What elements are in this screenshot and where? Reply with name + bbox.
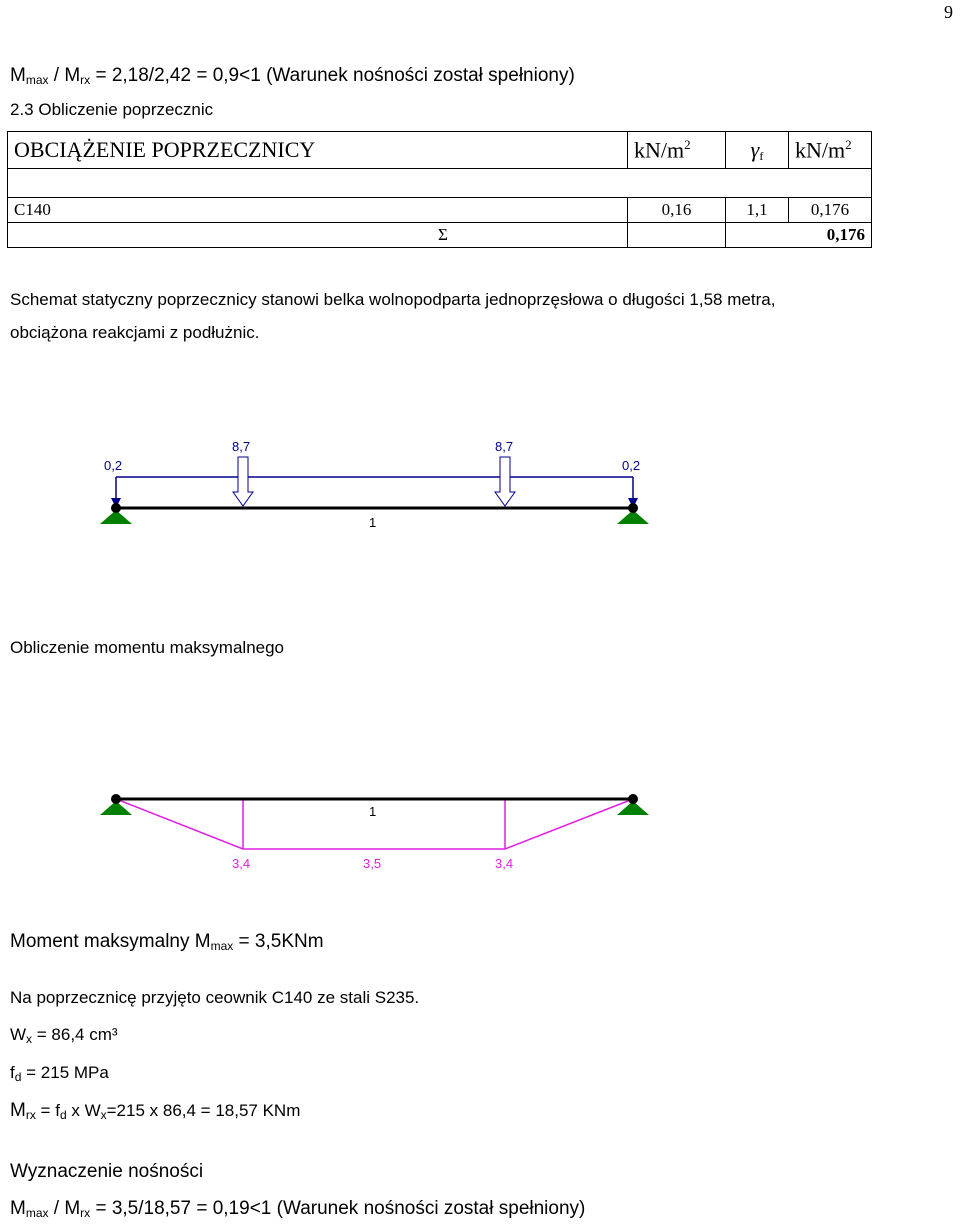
load-diagram — [0, 430, 960, 540]
section-title: 2.3 Obliczenie poprzecznic — [10, 100, 214, 119]
gamma-header: $\gamma_f$ — [726, 132, 789, 169]
moment-label-1: 3,4 — [232, 856, 251, 871]
utilization-line-2: $M_{max} / M_{rx} = 3,5/18,57 = 0,19<1$ (Warunek nośności został spełniony) — [10, 1198, 586, 1220]
moment-diagram — [0, 780, 960, 880]
left-node — [111, 794, 121, 804]
utilization-line-1: $M_{max} / M_{rx} = 2,18/2,42 = 0,9<1$ (Warunek nośności został spełniony) — [10, 65, 575, 87]
section-choice: Na poprzecznicę przyjęto ceownik C140 ze stali S235. — [10, 988, 420, 1007]
point-load-arrow-2 — [495, 457, 515, 506]
table-row: C140 0,16 1,1 0,176 — [8, 198, 872, 223]
unit-header: $kN/m^2$ — [628, 132, 726, 169]
left-node — [111, 503, 121, 513]
sum-row: Σ 0,176 — [8, 223, 872, 248]
moment-resistance: $M_{rx} = f_d$ x $W_x=215$ x 86,4 = 18,57 KNm — [10, 1100, 301, 1122]
page-number: 9 — [944, 2, 953, 22]
member-label: 1 — [369, 804, 377, 819]
right-node — [628, 503, 638, 513]
load-table — [7, 131, 872, 248]
right-node — [628, 794, 638, 804]
load-label-left: 0,2 — [104, 458, 123, 473]
moment-label-2: 3,5 — [363, 856, 382, 871]
point-load-arrow-1 — [233, 457, 253, 506]
load-label-right: 0,2 — [622, 458, 641, 473]
member-label: 1 — [369, 515, 377, 530]
section-modulus: $W_x = 86,4$ cm³ — [10, 1025, 118, 1046]
design-strength: $f_d = 215$ MPa — [10, 1063, 109, 1084]
unit-header-2: $kN/m^2$ — [789, 132, 872, 169]
moment-label-3: 3,4 — [495, 856, 514, 871]
moment-heading: Obliczenie momentu maksymalnego — [10, 638, 285, 657]
load-label-p1: 8,7 — [232, 439, 251, 454]
blank-row — [8, 169, 872, 198]
paragraph-line-1: Schemat statyczny poprzecznicy stanowi belka wolnopodparta jednoprzęsłowa o długości 1,58 metra, — [10, 290, 776, 309]
table-title: OBCIĄŻENIE POPRZECZNICY — [8, 132, 628, 169]
paragraph-line-2: obciążona reakcjami z podłużnic. — [10, 323, 260, 342]
capacity-heading: Wyznaczenie nośności — [10, 1161, 204, 1182]
max-moment: Moment maksymalny $M_{max} = 3,5KNm$ — [10, 931, 324, 953]
load-label-p2: 8,7 — [495, 439, 514, 454]
